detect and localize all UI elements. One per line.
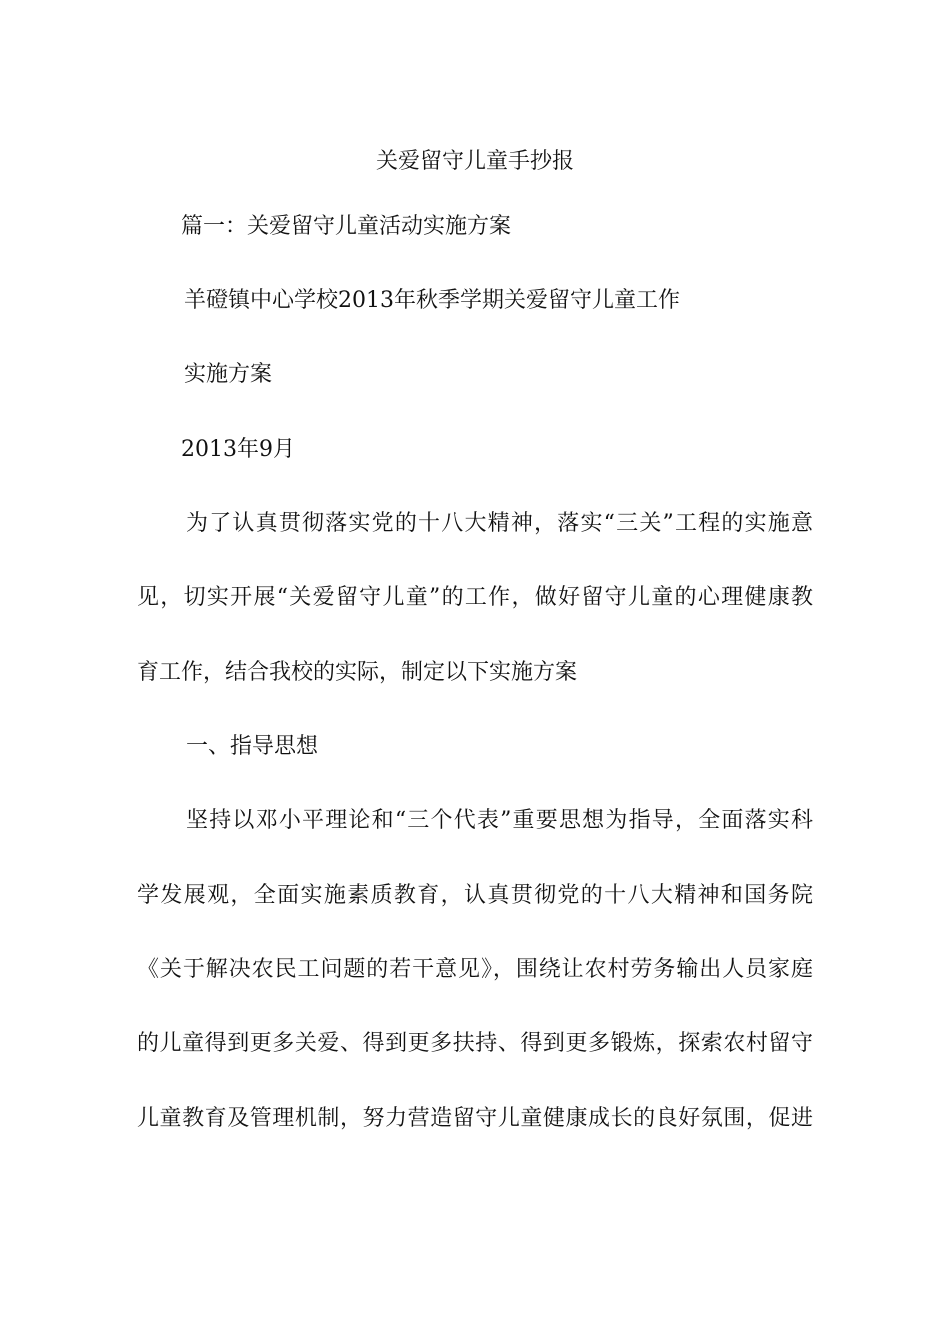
date-line: 2013年9月: [181, 437, 295, 462]
school-heading: 羊磴镇中心学校2013年秋季学期关爱留守儿童工作: [184, 288, 680, 313]
intro-line-2: 见，切实开展“关爱留守儿童”的工作，做好留守儿童的心理健康教: [137, 585, 813, 610]
guiding-line-4: 的儿童得到更多关爱、得到更多扶持、得到更多锻炼，探索农村留守: [137, 1031, 813, 1056]
section-one-heading: 一、指导思想: [186, 734, 319, 759]
document-title: 关爱留守儿童手抄报: [375, 149, 574, 174]
guiding-line-1: 坚持以邓小平理论和“三个代表”重要思想为指导，全面落实科: [186, 808, 813, 833]
intro-line-1: 为了认真贯彻落实党的十八大精神，落实“三关”工程的实施意: [186, 511, 813, 536]
plan-heading: 实施方案: [184, 362, 273, 387]
guiding-line-3: 《关于解决农民工问题的若干意见》，围绕让农村劳务输出人员家庭: [137, 957, 813, 982]
guiding-line-2: 学发展观，全面实施素质教育，认真贯彻党的十八大精神和国务院: [137, 883, 813, 908]
intro-line-3: 育工作，结合我校的实际，制定以下实施方案: [137, 660, 578, 685]
guiding-line-5: 儿童教育及管理机制，努力营造留守儿童健康成长的良好氛围，促进: [137, 1106, 813, 1131]
section-heading: 篇一：关爱留守儿童活动实施方案: [181, 214, 512, 239]
